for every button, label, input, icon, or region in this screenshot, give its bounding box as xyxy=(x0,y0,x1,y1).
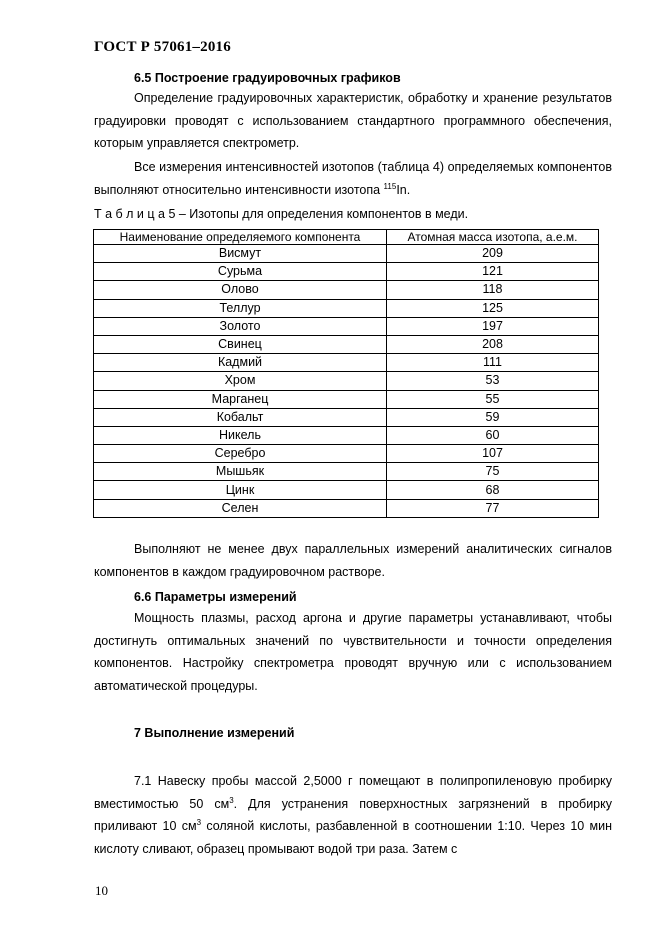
component-name-cell: Золото xyxy=(94,317,387,335)
document-header: ГОСТ Р 57061–2016 xyxy=(94,39,231,55)
atomic-mass-cell: 60 xyxy=(387,426,599,444)
atomic-mass-cell: 208 xyxy=(387,335,599,353)
table-row xyxy=(94,245,599,263)
section-7-paragraph xyxy=(94,770,612,860)
component-name-cell: Цинк xyxy=(94,481,387,499)
component-name-cell: Олово xyxy=(94,281,387,299)
section-7-heading: 7 Выполнение измерений xyxy=(134,726,295,740)
section-7-text-3: соляной кислоты, разбавленной в соотношении 1:10. Через 10 мин кислоту сливают, образец промывают водой три раза. Затем с xyxy=(94,819,612,856)
atomic-mass-cell: 197 xyxy=(387,317,599,335)
column-header-component: Наименование определяемого компонента xyxy=(94,230,387,245)
atomic-mass-cell: 118 xyxy=(387,281,599,299)
component-name-cell: Кадмий xyxy=(94,354,387,372)
table-row xyxy=(94,335,599,353)
after-table-paragraph: Выполняют не менее двух параллельных измерений аналитических сигналов компонентов в каждом градуировочном растворе. xyxy=(94,542,612,579)
unit-superscript-2: 3 xyxy=(196,817,202,827)
unit-superscript-1: 3 xyxy=(229,795,234,805)
table-row xyxy=(94,299,599,317)
section-6-6-heading: 6.6 Параметры измерений xyxy=(134,590,297,604)
atomic-mass-cell: 68 xyxy=(387,481,599,499)
isotopes-table xyxy=(93,229,599,518)
table-row xyxy=(94,281,599,299)
atomic-mass-cell: 55 xyxy=(387,390,599,408)
component-name-cell: Хром xyxy=(94,372,387,390)
section-6-5-heading: 6.5 Построение градуировочных графиков xyxy=(134,71,401,85)
paragraph-2-text: Все измерения интенсивностей изотопов (таблица 4) определяемых компонентов выполняют относительно интенсивности изотопа xyxy=(94,160,612,197)
component-name-cell: Никель xyxy=(94,426,387,444)
component-name-cell: Селен xyxy=(94,499,387,517)
table-row xyxy=(94,408,599,426)
component-name-cell: Серебро xyxy=(94,445,387,463)
atomic-mass-cell: 209 xyxy=(387,245,599,263)
atomic-mass-cell: 111 xyxy=(387,354,599,372)
table-row xyxy=(94,426,599,444)
table-row xyxy=(94,390,599,408)
component-name-cell: Кобальт xyxy=(94,408,387,426)
isotope-superscript: 115 xyxy=(383,181,397,191)
table-row xyxy=(94,372,599,390)
atomic-mass-cell: 75 xyxy=(387,463,599,481)
atomic-mass-cell: 107 xyxy=(387,445,599,463)
table-body xyxy=(94,245,599,518)
atomic-mass-cell: 53 xyxy=(387,372,599,390)
component-name-cell: Мышьяк xyxy=(94,463,387,481)
page-number: 10 xyxy=(95,883,108,898)
section-7-text-1: 7.1 Навеску пробы массой 2,5000 г помещают в полипропиленовую пробирку вместимостью 50 см xyxy=(94,774,612,811)
atomic-mass-cell: 125 xyxy=(387,299,599,317)
component-name-cell: Свинец xyxy=(94,335,387,353)
table-row xyxy=(94,481,599,499)
column-header-atomic-mass: Атомная масса изотопа, а.е.м. xyxy=(387,230,599,245)
atomic-mass-cell: 121 xyxy=(387,263,599,281)
isotope-symbol: In. xyxy=(396,182,411,197)
section-7-text-2: . Для устранения поверхностных загрязнений в пробирку приливают 10 см xyxy=(94,796,612,833)
atomic-mass-cell: 59 xyxy=(387,408,599,426)
component-name-cell: Марганец xyxy=(94,390,387,408)
table-row xyxy=(94,317,599,335)
table-row xyxy=(94,499,599,517)
table-row xyxy=(94,354,599,372)
table-row xyxy=(94,463,599,481)
table-caption: Т а б л и ц а 5 – Изотопы для определения компонентов в меди. xyxy=(94,207,469,221)
table-header-row xyxy=(94,230,599,245)
atomic-mass-cell: 77 xyxy=(387,499,599,517)
table-row xyxy=(94,445,599,463)
table-row xyxy=(94,263,599,281)
component-name-cell: Висмут xyxy=(94,245,387,263)
component-name-cell: Сурьма xyxy=(94,263,387,281)
section-6-5-paragraph-1: Определение градуировочных характеристик, обработку и хранение результатов градуировки проводят с использованием стандартного программного обеспечения, которым управляется спектрометр. xyxy=(94,91,612,150)
component-name-cell: Теллур xyxy=(94,299,387,317)
section-6-5-paragraph-2 xyxy=(94,156,612,201)
section-6-6-paragraph: Мощность плазмы, расход аргона и другие параметры устанавливают, чтобы достигнуть оптимальных значений по чувствительности и точности определения компонентов. Настройку спектрометра проводят вручную или с использованием автоматической процедуры. xyxy=(94,611,612,693)
